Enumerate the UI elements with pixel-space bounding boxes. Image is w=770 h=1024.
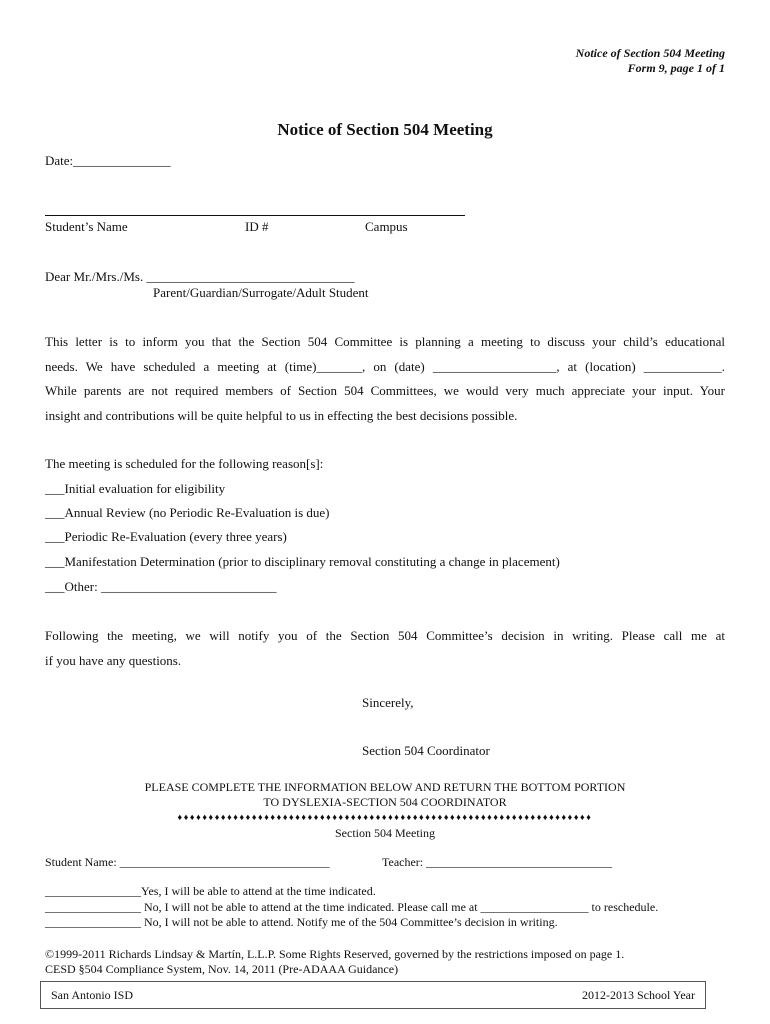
- intro-line: insight and contributions will be quite helpful to us in effecting the best decisions possible.: [45, 407, 518, 423]
- following-line: if you have any questions.: [45, 652, 182, 668]
- form-page-number: Form 9, page 1 of 1: [627, 61, 725, 75]
- copyright-line: ©1999-2011 Richards Lindsay & Martín, L.L.P. Some Rights Reserved, governed by the restrictions imposed on page 1.: [45, 947, 625, 961]
- attend-no-option[interactable]: ________________ No, I will not be able to attend. Notify me of the 504 Committee’s decision in writing.: [45, 915, 558, 929]
- attend-reschedule-option[interactable]: ________________ No, I will not be able to attend at the time indicated. Please call me at __________________ to reschedule.: [45, 900, 659, 914]
- closing-sincerely: Sincerely,: [362, 695, 414, 710]
- intro-line: This letter is to inform you that the Section 504 Committee is planning a meeting to discuss your child’s educational: [45, 334, 725, 349]
- intro-line: While parents are not required members of Section 504 Committees, we would very much appreciate your input. Your: [45, 383, 725, 398]
- salutation-subtitle: Parent/Guardian/Surrogate/Adult Student: [153, 285, 369, 300]
- student-name-label: Student’s Name: [45, 219, 128, 234]
- following-line: Following the meeting, we will notify you of the Section 504 Committee’s decision in writing. Please call me at: [45, 628, 725, 643]
- page-title: Notice of Section 504 Meeting: [277, 120, 493, 139]
- footer-box: [40, 981, 706, 1009]
- district-name: San Antonio ISD: [51, 987, 134, 1002]
- intro-line-schedule[interactable]: needs. We have scheduled a meeting at (time)_______, on (date) ___________________, at (location) ____________.: [45, 358, 725, 374]
- campus-label: Campus: [365, 219, 408, 234]
- attend-yes-option[interactable]: ________________Yes, I will be able to attend at the time indicated.: [45, 884, 376, 898]
- salutation-line[interactable]: Dear Mr./Mrs./Ms. ________________________________: [45, 269, 355, 284]
- compliance-system-line: CESD §504 Compliance System, Nov. 14, 2011 (Pre-ADAAA Guidance): [45, 962, 399, 976]
- teacher-field[interactable]: Teacher: _______________________________: [382, 855, 613, 869]
- diamond-divider: ♦♦♦♦♦♦♦♦♦♦♦♦♦♦♦♦♦♦♦♦♦♦♦♦♦♦♦♦♦♦♦♦♦♦♦♦♦♦♦♦♦♦♦♦♦♦♦♦♦♦♦♦♦♦♦♦♦♦♦♦♦♦♦♦♦♦♦: [177, 812, 593, 822]
- student-id-label: ID #: [245, 219, 269, 234]
- reason-checkbox-initial[interactable]: ___Initial evaluation for eligibility: [45, 481, 226, 496]
- reason-checkbox-other[interactable]: ___Other: ___________________________: [45, 579, 277, 594]
- closing-coordinator: Section 504 Coordinator: [362, 743, 490, 758]
- date-field[interactable]: Date:_______________: [45, 153, 171, 168]
- return-form-heading: Section 504 Meeting: [335, 826, 435, 840]
- school-year: 2012-2013 School Year: [582, 987, 695, 1002]
- reason-checkbox-manifestation[interactable]: ___Manifestation Determination (prior to disciplinary removal constituting a change in placement): [45, 554, 560, 569]
- following-paragraph: [45, 624, 725, 673]
- student-info-line[interactable]: [45, 215, 465, 216]
- return-instructions: PLEASE COMPLETE THE INFORMATION BELOW AND RETURN THE BOTTOM PORTION: [144, 780, 626, 794]
- return-instructions: TO DYSLEXIA-SECTION 504 COORDINATOR: [263, 795, 507, 809]
- student-name-field[interactable]: Student Name: ___________________________________: [45, 855, 330, 869]
- reason-checkbox-periodic[interactable]: ___Periodic Re-Evaluation (every three years): [45, 529, 287, 544]
- form-header-title: Notice of Section 504 Meeting: [575, 46, 725, 60]
- reasons-heading: The meeting is scheduled for the following reason[s]:: [45, 456, 324, 471]
- intro-paragraph: [45, 330, 725, 428]
- reason-checkbox-annual[interactable]: ___Annual Review (no Periodic Re-Evaluation is due): [45, 505, 330, 520]
